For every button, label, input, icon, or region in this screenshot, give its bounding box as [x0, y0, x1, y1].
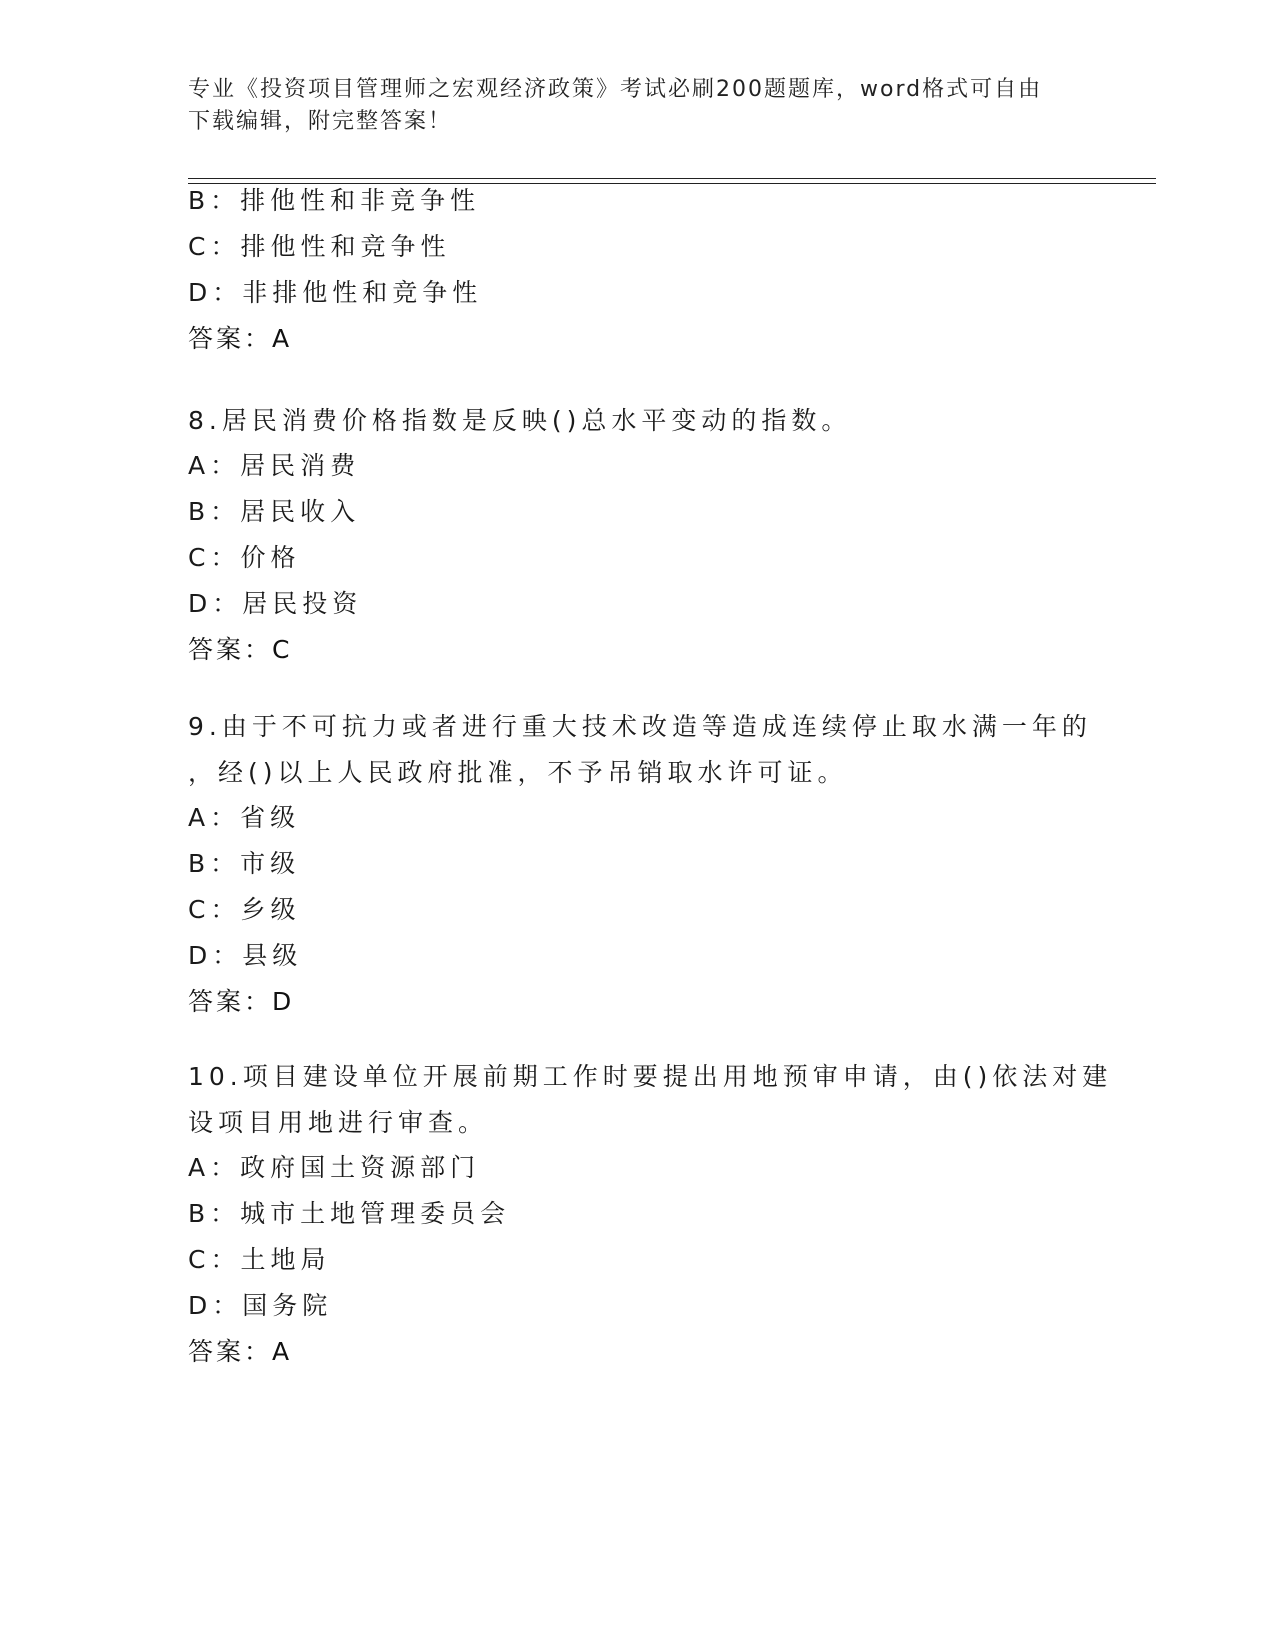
- option-a: A：居民消费: [188, 451, 361, 480]
- answer-line: 答案：A: [188, 1337, 293, 1366]
- option-d: D：县级: [188, 941, 303, 970]
- option-c: C：乡级: [188, 895, 301, 924]
- question-text-line-1: 9.由于不可抗力或者进行重大技术改造等造成连续停止取水满一年的: [188, 712, 1092, 741]
- question-text-line-2: ，经()以上人民政府批准，不予吊销取水许可证。: [188, 758, 848, 787]
- header-line-1: 专业《投资项目管理师之宏观经济政策》考试必刷200题题库，word格式可自由: [188, 77, 1043, 102]
- option-d: D：居民投资: [188, 589, 363, 618]
- option-d: D：非排他性和竞争性: [188, 278, 483, 307]
- option-b: B：市级: [188, 849, 301, 878]
- option-b: B：排他性和非竞争性: [188, 186, 481, 215]
- option-c: C：排他性和竞争性: [188, 232, 451, 261]
- option-a: A：政府国土资源部门: [188, 1153, 481, 1182]
- question-8-block: [188, 397, 1088, 673]
- question-text: 8.居民消费价格指数是反映()总水平变动的指数。: [188, 406, 852, 435]
- header-line-2: 下载编辑，附完整答案！: [188, 109, 453, 134]
- answer-line: 答案：D: [188, 987, 295, 1016]
- document-header: [188, 74, 1068, 138]
- question-9-block: [188, 703, 1092, 1025]
- option-a: A：省级: [188, 803, 301, 832]
- answer-line: 答案：C: [188, 635, 293, 664]
- option-d: D：国务院: [188, 1291, 333, 1320]
- option-c: C：价格: [188, 543, 301, 572]
- question-10-block: [188, 1053, 1113, 1375]
- answer-line: 答案：A: [188, 324, 293, 353]
- option-c: C：土地局: [188, 1245, 331, 1274]
- question-text-line-2: 设项目用地进行审查。: [188, 1108, 489, 1137]
- option-b: B：城市土地管理委员会: [188, 1199, 511, 1228]
- question-7-block: [188, 178, 1088, 362]
- question-text-line-1: 10.项目建设单位开展前期工作时要提出用地预审申请，由()依法对建: [188, 1062, 1113, 1091]
- option-b: B：居民收入: [188, 497, 361, 526]
